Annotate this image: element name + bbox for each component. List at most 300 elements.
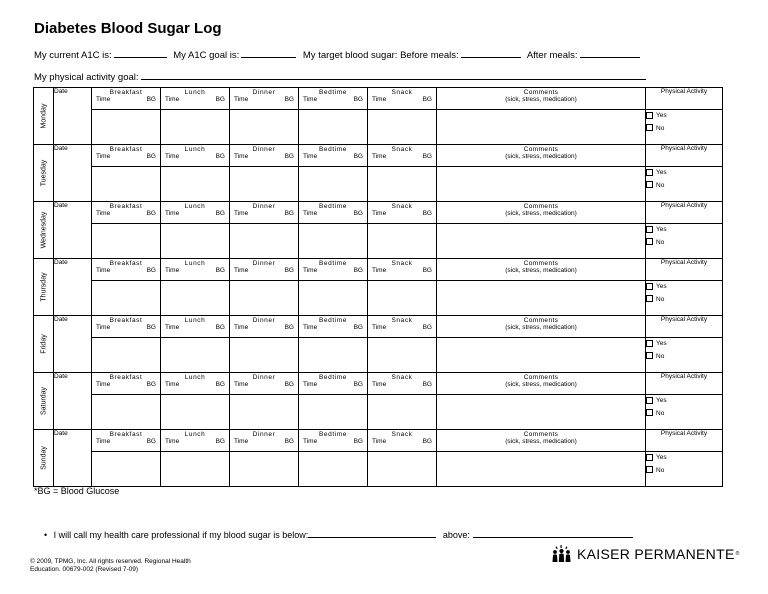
yes-checkbox[interactable] — [646, 283, 653, 290]
a1c-current-field[interactable] — [114, 48, 167, 58]
date-label: Date — [54, 259, 68, 266]
time-label: Time — [96, 96, 111, 103]
activity-options-cell — [646, 338, 723, 373]
comments-header-cell — [437, 430, 646, 452]
targets-line — [34, 48, 644, 61]
meal-label: Dinner — [252, 203, 276, 210]
time-label: Time — [303, 96, 318, 103]
meal-entry-cell[interactable] — [161, 281, 230, 316]
logo-text: KAISER PERMANENTE — [577, 545, 735, 562]
before-meals-field[interactable] — [461, 48, 521, 58]
comments-entry-cell[interactable] — [437, 167, 646, 202]
yes-checkbox[interactable] — [646, 112, 653, 119]
bg-label: BG — [284, 267, 294, 274]
meal-label: Bedtime — [318, 203, 348, 210]
meal-label: Breakfast — [109, 260, 143, 267]
meal-header-cell — [368, 145, 437, 167]
meal-entry-cell[interactable] — [230, 338, 299, 373]
meal-header-cell — [299, 373, 368, 395]
yes-checkbox[interactable] — [646, 169, 653, 176]
comments-header-cell — [437, 202, 646, 224]
no-checkbox[interactable] — [646, 124, 653, 131]
meal-entry-cell[interactable] — [368, 281, 437, 316]
yes-checkbox[interactable] — [646, 340, 653, 347]
day-label-cell — [34, 202, 54, 259]
bg-label: BG — [284, 324, 294, 331]
comments-label: Comments — [523, 374, 559, 381]
meal-label: Lunch — [184, 260, 206, 267]
registered-mark: ® — [735, 550, 740, 557]
time-label: Time — [234, 210, 249, 217]
time-label: Time — [165, 96, 180, 103]
meal-label: Dinner — [252, 260, 276, 267]
meal-entry-cell[interactable] — [161, 110, 230, 145]
meal-header-cell — [161, 145, 230, 167]
meal-header-cell — [368, 259, 437, 281]
meal-header-cell — [92, 430, 161, 452]
no-checkbox[interactable] — [646, 238, 653, 245]
meal-header-cell — [230, 430, 299, 452]
meal-label: Breakfast — [109, 146, 143, 153]
time-label: Time — [372, 381, 387, 388]
meal-entry-cell[interactable] — [230, 110, 299, 145]
time-label: Time — [96, 324, 111, 331]
meal-entry-cell[interactable] — [92, 395, 161, 430]
bg-label: BG — [353, 324, 363, 331]
time-label: Time — [303, 210, 318, 217]
date-cell[interactable] — [54, 316, 92, 373]
meal-header-cell — [92, 145, 161, 167]
after-meals-label: After meals: — [526, 50, 578, 61]
time-label: Time — [165, 324, 180, 331]
copyright-line-1: © 2009, TPMG, Inc. All rights reserved. Regional Health — [30, 558, 191, 565]
time-label: Time — [372, 267, 387, 274]
activity-header-cell — [646, 88, 723, 110]
meal-label: Bedtime — [318, 146, 348, 153]
day-entry-row — [34, 224, 723, 259]
meal-label: Snack — [391, 146, 413, 153]
comments-header-cell — [437, 259, 646, 281]
meal-header-cell — [161, 202, 230, 224]
day-label-cell — [34, 88, 54, 145]
no-label: No — [656, 181, 665, 189]
date-label: Date — [54, 145, 68, 152]
meal-entry-cell[interactable] — [230, 224, 299, 259]
activity-label: Physical Activity — [660, 259, 708, 266]
meal-label: Breakfast — [109, 431, 143, 438]
comments-entry-cell[interactable] — [437, 224, 646, 259]
activity-header-cell — [646, 373, 723, 395]
meal-header-cell — [368, 202, 437, 224]
no-checkbox[interactable] — [646, 352, 653, 359]
comments-sub-label: (sick, stress, medication) — [505, 381, 577, 388]
above-label: above: — [442, 530, 470, 540]
activity-options-cell — [646, 167, 723, 202]
meal-entry-cell[interactable] — [230, 395, 299, 430]
meal-entry-cell[interactable] — [230, 281, 299, 316]
time-label: Time — [96, 153, 111, 160]
after-meals-field[interactable] — [580, 48, 640, 58]
meal-header-cell — [92, 373, 161, 395]
activity-label: Physical Activity — [660, 88, 708, 95]
day-label-cell — [34, 145, 54, 202]
meal-header-cell — [161, 316, 230, 338]
bg-label: BG — [284, 381, 294, 388]
kaiser-permanente-logo — [551, 545, 739, 562]
bg-label: BG — [146, 381, 156, 388]
meal-label: Snack — [391, 260, 413, 267]
yes-label: Yes — [656, 226, 667, 233]
yes-label: Yes — [656, 397, 667, 404]
comments-entry-cell[interactable] — [437, 338, 646, 373]
day-entry-row — [34, 110, 723, 145]
day-label: Saturday — [40, 386, 47, 416]
meal-header-cell — [299, 316, 368, 338]
meal-label: Snack — [391, 431, 413, 438]
meal-entry-cell[interactable] — [92, 452, 161, 487]
time-label: Time — [372, 210, 387, 217]
comments-label: Comments — [523, 260, 559, 267]
meal-entry-cell[interactable] — [299, 452, 368, 487]
bg-label: BG — [353, 438, 363, 445]
meal-header-cell — [161, 430, 230, 452]
meal-label: Snack — [391, 374, 413, 381]
bg-label: BG — [284, 210, 294, 217]
meal-label: Lunch — [184, 374, 206, 381]
time-label: Time — [234, 438, 249, 445]
no-checkbox[interactable] — [646, 295, 653, 302]
no-checkbox[interactable] — [646, 409, 653, 416]
comments-label: Comments — [523, 203, 559, 210]
activity-label: Physical Activity — [660, 145, 708, 152]
bg-label: BG — [422, 210, 432, 217]
meal-header-cell — [299, 88, 368, 110]
activity-options-cell — [646, 452, 723, 487]
meal-label: Breakfast — [109, 203, 143, 210]
time-label: Time — [96, 210, 111, 217]
day-header-row — [34, 145, 723, 167]
meal-label: Bedtime — [318, 374, 348, 381]
day-label-cell — [34, 430, 54, 487]
yes-label: Yes — [656, 112, 667, 119]
meal-header-cell — [299, 145, 368, 167]
day-entry-row — [34, 395, 723, 430]
bg-label: BG — [353, 153, 363, 160]
bullet: • — [44, 530, 48, 540]
time-label: Time — [372, 324, 387, 331]
meal-label: Bedtime — [318, 317, 348, 324]
bg-label: BG — [146, 438, 156, 445]
day-header-row — [34, 430, 723, 452]
activity-header-cell — [646, 202, 723, 224]
meal-header-cell — [92, 202, 161, 224]
date-label: Date — [54, 202, 68, 209]
meal-entry-cell[interactable] — [230, 167, 299, 202]
meal-entry-cell[interactable] — [368, 338, 437, 373]
yes-checkbox[interactable] — [646, 454, 653, 461]
activity-header-cell — [646, 430, 723, 452]
activity-goal-line — [34, 70, 650, 83]
meal-entry-cell[interactable] — [92, 281, 161, 316]
bg-label: BG — [215, 267, 225, 274]
no-label: No — [656, 124, 665, 132]
day-header-row — [34, 373, 723, 395]
meal-label: Dinner — [252, 146, 276, 153]
below-value-field[interactable] — [308, 528, 436, 538]
bg-label: BG — [146, 267, 156, 274]
bg-label: BG — [215, 324, 225, 331]
comments-sub-label: (sick, stress, medication) — [505, 210, 577, 217]
bg-label: BG — [422, 153, 432, 160]
bg-label: BG — [215, 96, 225, 103]
meal-entry-cell[interactable] — [161, 395, 230, 430]
activity-options-cell — [646, 281, 723, 316]
activity-label: Physical Activity — [660, 202, 708, 209]
bg-label: BG — [146, 96, 156, 103]
yes-checkbox[interactable] — [646, 226, 653, 233]
date-label: Date — [54, 88, 68, 95]
comments-sub-label: (sick, stress, medication) — [505, 153, 577, 160]
above-value-field[interactable] — [473, 528, 633, 538]
time-label: Time — [96, 267, 111, 274]
meal-header-cell — [368, 430, 437, 452]
meal-label: Breakfast — [109, 374, 143, 381]
time-label: Time — [303, 438, 318, 445]
yes-label: Yes — [656, 340, 667, 347]
comments-entry-cell[interactable] — [437, 452, 646, 487]
call-provider-text: I will call my health care professional if my blood sugar is below: — [53, 530, 309, 540]
meal-label: Snack — [391, 203, 413, 210]
before-meals-label: Before meals: — [400, 50, 459, 61]
meal-header-cell — [230, 145, 299, 167]
day-label: Friday — [40, 334, 47, 354]
meal-entry-cell[interactable] — [368, 452, 437, 487]
comments-sub-label: (sick, stress, medication) — [505, 96, 577, 103]
meal-label: Lunch — [184, 146, 206, 153]
activity-header-cell — [646, 316, 723, 338]
bg-label: BG — [422, 381, 432, 388]
meal-header-cell — [299, 430, 368, 452]
meal-entry-cell[interactable] — [299, 281, 368, 316]
meal-label: Lunch — [184, 431, 206, 438]
day-entry-row — [34, 167, 723, 202]
time-label: Time — [165, 267, 180, 274]
meal-entry-cell[interactable] — [368, 224, 437, 259]
date-label: Date — [54, 316, 68, 323]
meal-label: Snack — [391, 317, 413, 324]
day-label-cell — [34, 373, 54, 430]
date-label: Date — [54, 373, 68, 380]
meal-label: Dinner — [252, 317, 276, 324]
meal-entry-cell[interactable] — [299, 110, 368, 145]
time-label: Time — [372, 438, 387, 445]
bg-label: BG — [284, 96, 294, 103]
no-label: No — [656, 238, 665, 246]
comments-entry-cell[interactable] — [437, 395, 646, 430]
day-header-row — [34, 259, 723, 281]
day-label-cell — [34, 316, 54, 373]
day-label: Wednesday — [40, 211, 47, 249]
comments-label: Comments — [523, 317, 559, 324]
day-entry-row — [34, 452, 723, 487]
target-blood-sugar-label: My target blood sugar: — [302, 50, 398, 61]
comments-label: Comments — [523, 89, 559, 96]
copyright-notice — [30, 558, 191, 574]
day-label: Tuesday — [40, 159, 47, 187]
time-label: Time — [303, 324, 318, 331]
meal-label: Dinner — [252, 431, 276, 438]
meal-header-cell — [230, 202, 299, 224]
bg-label: BG — [146, 324, 156, 331]
meal-header-cell — [299, 259, 368, 281]
people-sun-icon — [551, 545, 572, 562]
date-cell[interactable] — [54, 259, 92, 316]
comments-entry-cell[interactable] — [437, 110, 646, 145]
date-cell[interactable] — [54, 202, 92, 259]
meal-label: Snack — [391, 89, 413, 96]
comments-header-cell — [437, 88, 646, 110]
meal-entry-cell[interactable] — [161, 224, 230, 259]
comments-sub-label: (sick, stress, medication) — [505, 438, 577, 445]
meal-header-cell — [230, 316, 299, 338]
activity-goal-field[interactable] — [141, 70, 646, 80]
meal-entry-cell[interactable] — [368, 395, 437, 430]
activity-options-cell — [646, 395, 723, 430]
comments-label: Comments — [523, 431, 559, 438]
comments-header-cell — [437, 316, 646, 338]
no-checkbox[interactable] — [646, 466, 653, 473]
call-provider-line — [44, 528, 633, 540]
bg-label: BG — [215, 210, 225, 217]
activity-label: Physical Activity — [660, 373, 708, 380]
meal-entry-cell[interactable] — [161, 338, 230, 373]
time-label: Time — [165, 381, 180, 388]
time-label: Time — [234, 153, 249, 160]
time-label: Time — [303, 267, 318, 274]
date-cell[interactable] — [54, 145, 92, 202]
time-label: Time — [303, 381, 318, 388]
meal-label: Bedtime — [318, 431, 348, 438]
day-entry-row — [34, 281, 723, 316]
meal-entry-cell[interactable] — [230, 452, 299, 487]
activity-options-cell — [646, 224, 723, 259]
day-entry-row — [34, 338, 723, 373]
meal-entry-cell[interactable] — [299, 167, 368, 202]
time-label: Time — [96, 438, 111, 445]
meal-label: Lunch — [184, 317, 206, 324]
day-header-row — [34, 316, 723, 338]
time-label: Time — [165, 153, 180, 160]
meal-entry-cell[interactable] — [299, 395, 368, 430]
copyright-line-2: Education. 00679-002 (Revised 7-09) — [30, 566, 139, 573]
time-label: Time — [96, 381, 111, 388]
comments-header-cell — [437, 373, 646, 395]
yes-checkbox[interactable] — [646, 397, 653, 404]
meal-label: Dinner — [252, 374, 276, 381]
no-label: No — [656, 409, 665, 417]
comments-entry-cell[interactable] — [437, 281, 646, 316]
time-label: Time — [234, 96, 249, 103]
a1c-current-label: My current A1C is: — [34, 50, 112, 61]
meal-entry-cell[interactable] — [299, 338, 368, 373]
blood-sugar-log-table — [33, 87, 723, 487]
bg-label: BG — [353, 267, 363, 274]
meal-header-cell — [92, 259, 161, 281]
bg-label: BG — [422, 96, 432, 103]
meal-label: Lunch — [184, 89, 206, 96]
bg-label: BG — [353, 210, 363, 217]
bg-footnote: *BG = Blood Glucose — [34, 486, 120, 496]
meal-entry-cell[interactable] — [161, 452, 230, 487]
a1c-goal-field[interactable] — [241, 48, 296, 58]
meal-header-cell — [230, 259, 299, 281]
day-label: Sunday — [40, 446, 47, 470]
yes-label: Yes — [656, 454, 667, 461]
no-label: No — [656, 295, 665, 303]
meal-entry-cell[interactable] — [299, 224, 368, 259]
time-label: Time — [234, 324, 249, 331]
meal-entry-cell[interactable] — [92, 338, 161, 373]
no-label: No — [656, 466, 665, 474]
meal-label: Breakfast — [109, 317, 143, 324]
day-header-row — [34, 88, 723, 110]
day-label: Monday — [40, 103, 47, 129]
time-label: Time — [165, 438, 180, 445]
yes-label: Yes — [656, 283, 667, 290]
activity-label: Physical Activity — [660, 430, 708, 437]
comments-label: Comments — [523, 146, 559, 153]
activity-header-cell — [646, 259, 723, 281]
meal-label: Lunch — [184, 203, 206, 210]
meal-entry-cell[interactable] — [92, 167, 161, 202]
activity-options-cell — [646, 110, 723, 145]
date-cell[interactable] — [54, 373, 92, 430]
meal-label: Dinner — [252, 89, 276, 96]
no-checkbox[interactable] — [646, 181, 653, 188]
bg-label: BG — [146, 210, 156, 217]
activity-header-cell — [646, 145, 723, 167]
meal-header-cell — [368, 88, 437, 110]
day-header-row — [34, 202, 723, 224]
bg-label: BG — [353, 381, 363, 388]
meal-entry-cell[interactable] — [161, 167, 230, 202]
meal-entry-cell[interactable] — [368, 167, 437, 202]
bg-label: BG — [284, 438, 294, 445]
meal-header-cell — [92, 316, 161, 338]
meal-entry-cell[interactable] — [368, 110, 437, 145]
date-cell[interactable] — [54, 430, 92, 487]
meal-header-cell — [230, 373, 299, 395]
meal-label: Breakfast — [109, 89, 143, 96]
comments-sub-label: (sick, stress, medication) — [505, 324, 577, 331]
comments-sub-label: (sick, stress, medication) — [505, 267, 577, 274]
bg-label: BG — [215, 438, 225, 445]
bg-label: BG — [422, 267, 432, 274]
meal-label: Bedtime — [318, 89, 348, 96]
time-label: Time — [372, 96, 387, 103]
a1c-goal-label: My A1C goal is: — [173, 50, 240, 61]
meal-entry-cell[interactable] — [92, 110, 161, 145]
bg-label: BG — [422, 438, 432, 445]
meal-entry-cell[interactable] — [92, 224, 161, 259]
meal-header-cell — [299, 202, 368, 224]
meal-label: Bedtime — [318, 260, 348, 267]
time-label: Time — [303, 153, 318, 160]
time-label: Time — [234, 381, 249, 388]
bg-label: BG — [284, 153, 294, 160]
meal-header-cell — [161, 373, 230, 395]
date-cell[interactable] — [54, 88, 92, 145]
